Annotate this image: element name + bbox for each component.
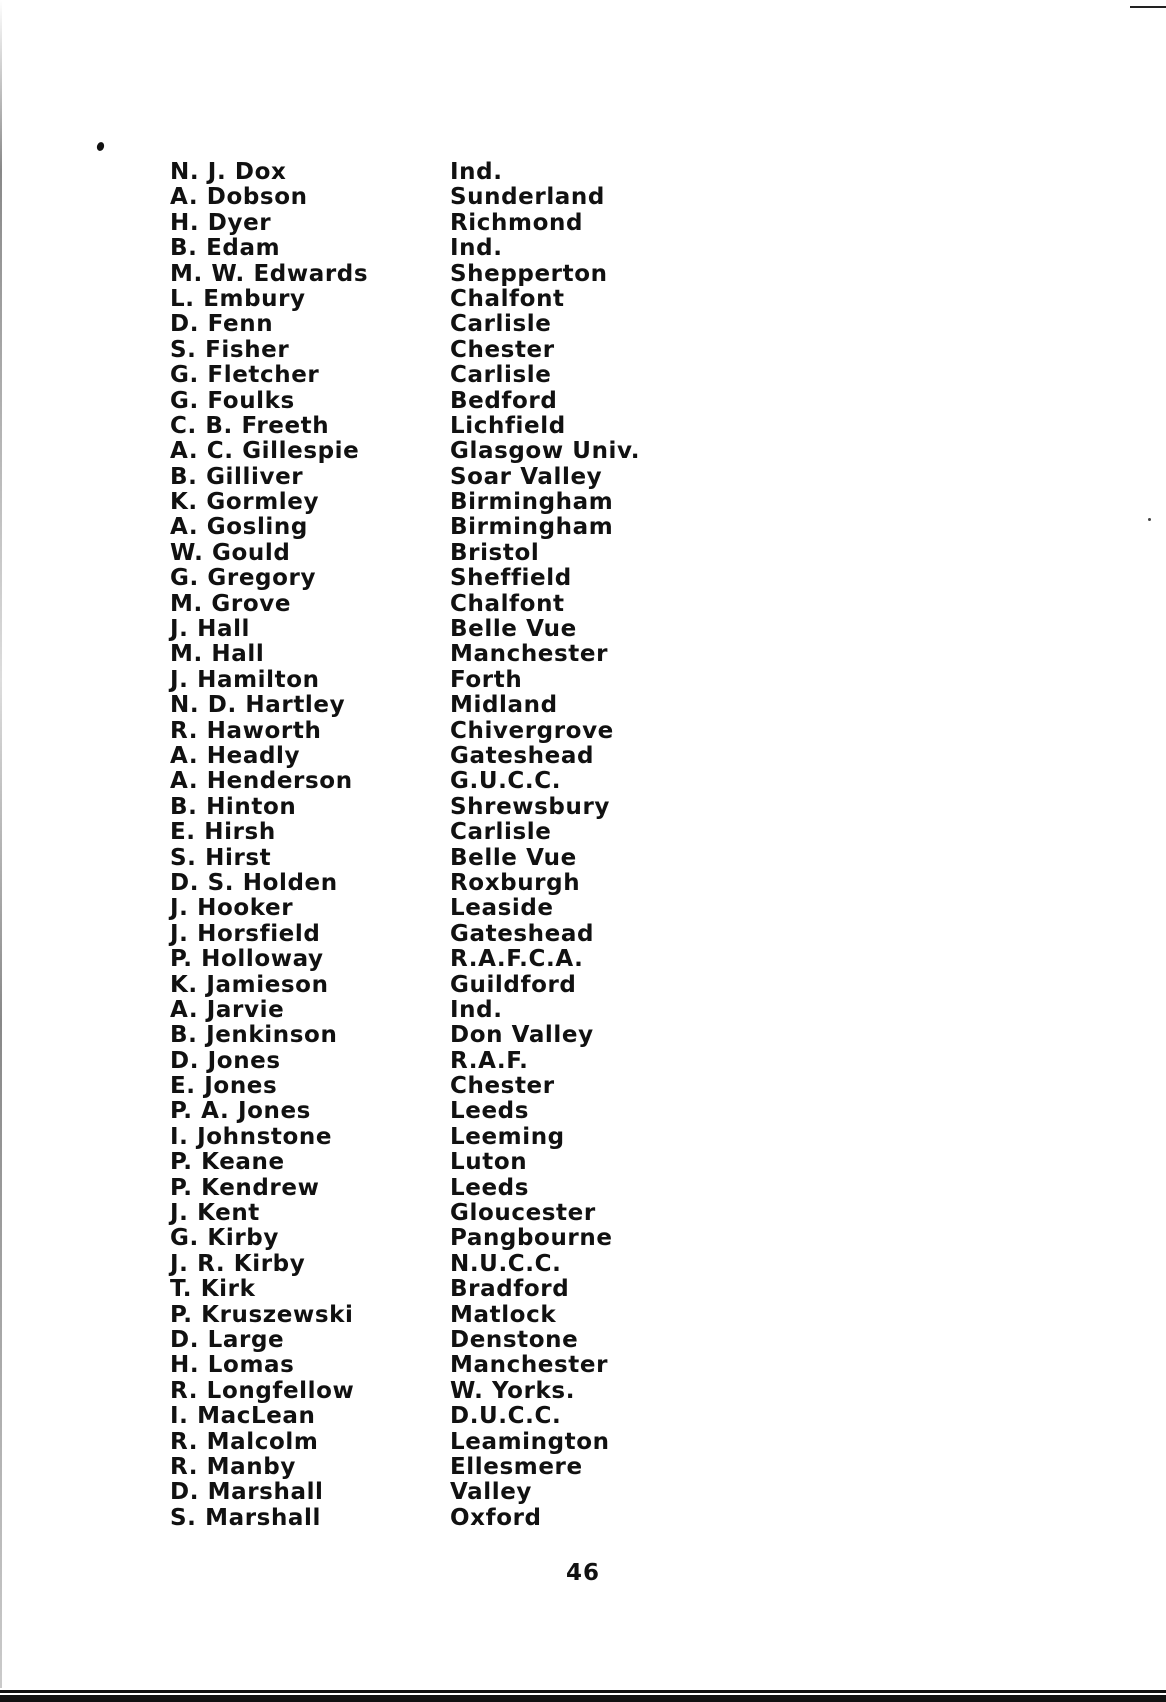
entrant-name: J. Hamilton xyxy=(170,666,320,693)
list-item xyxy=(170,414,690,439)
entrant-name: D. Jones xyxy=(170,1047,281,1074)
entrant-club: Manchester xyxy=(450,1352,609,1379)
entrant-club: Chester xyxy=(450,336,555,363)
entrant-club: Bradford xyxy=(450,1276,570,1303)
list-item xyxy=(170,769,690,794)
entrant-club: Forth xyxy=(450,666,523,693)
scan-edge-top-right xyxy=(1130,6,1166,8)
entrant-club: Manchester xyxy=(450,641,609,668)
entrant-name: A. Jarvie xyxy=(170,996,285,1023)
entrant-name: C. B. Freeth xyxy=(170,412,330,439)
list-item xyxy=(170,998,690,1023)
entrant-name: M. Grove xyxy=(170,590,292,617)
list-item xyxy=(170,1023,690,1048)
list-item xyxy=(170,160,690,185)
entrant-club: Chalfont xyxy=(450,590,565,617)
list-item xyxy=(170,185,690,210)
list-item xyxy=(170,592,690,617)
list-item xyxy=(170,1430,690,1455)
entrant-club: Bedford xyxy=(450,387,558,414)
entrant-club: Leeds xyxy=(450,1174,530,1201)
entrant-club: Shepperton xyxy=(450,260,608,287)
entrant-name: W. Gould xyxy=(170,539,291,566)
entrant-name: P. Keane xyxy=(170,1149,285,1176)
entrant-club: Chester xyxy=(450,1073,555,1100)
entrant-club: Luton xyxy=(450,1149,528,1176)
list-item xyxy=(170,693,690,718)
list-item xyxy=(170,668,690,693)
entrant-name: D. S. Holden xyxy=(170,869,338,896)
entrant-name: J. Kent xyxy=(170,1200,260,1227)
entrant-name: D. Fenn xyxy=(170,311,274,338)
entrant-name: H. Dyer xyxy=(170,209,272,236)
entrant-club: Chivergrove xyxy=(450,717,614,744)
entrant-club: Ind. xyxy=(450,996,503,1023)
list-item xyxy=(170,338,690,363)
entrant-club: Leamington xyxy=(450,1428,610,1455)
entrant-name: M. Hall xyxy=(170,641,265,668)
entrant-name: A. C. Gillespie xyxy=(170,438,360,465)
list-item xyxy=(170,1074,690,1099)
list-item xyxy=(170,439,690,464)
scan-edge-left xyxy=(0,0,2,1702)
list-item xyxy=(170,1201,690,1226)
entrant-name: J. Hooker xyxy=(170,895,294,922)
list-item xyxy=(170,515,690,540)
list-item xyxy=(170,465,690,490)
entrant-name: B. Gilliver xyxy=(170,463,304,490)
entrant-club: Ind. xyxy=(450,235,503,262)
list-item xyxy=(170,490,690,515)
list-item xyxy=(170,1277,690,1302)
entrant-club: Carlisle xyxy=(450,362,552,389)
entrant-club: N.U.C.C. xyxy=(450,1250,562,1277)
list-item xyxy=(170,262,690,287)
entrant-club: W. Yorks. xyxy=(450,1377,576,1404)
entrant-name: S. Marshall xyxy=(170,1504,322,1531)
entrant-club: Glasgow Univ. xyxy=(450,438,641,465)
entrant-club: Ind. xyxy=(450,159,503,185)
entrant-name: K. Gormley xyxy=(170,489,320,516)
entrant-club: Matlock xyxy=(450,1301,557,1328)
ink-mark xyxy=(96,141,106,152)
list-item xyxy=(170,1379,690,1404)
list-item xyxy=(170,1049,690,1074)
list-item xyxy=(170,1328,690,1353)
list-item xyxy=(170,973,690,998)
entrant-club: Leeds xyxy=(450,1098,530,1125)
list-item xyxy=(170,541,690,566)
list-item xyxy=(170,236,690,261)
entrant-name: D. Large xyxy=(170,1326,285,1353)
entrant-name: R. Haworth xyxy=(170,717,322,744)
entrant-name: S. Fisher xyxy=(170,336,290,363)
entrant-club: Guildford xyxy=(450,971,577,998)
page-number: 46 xyxy=(565,1560,600,1586)
entrant-name: P. Kruszewski xyxy=(170,1301,354,1328)
entrant-name: B. Edam xyxy=(170,235,281,262)
list-item xyxy=(170,896,690,921)
scan-edge-bottom xyxy=(0,1688,1166,1702)
list-item xyxy=(170,389,690,414)
entrant-name: P. Kendrew xyxy=(170,1174,320,1201)
list-item xyxy=(170,1455,690,1480)
list-item xyxy=(170,1176,690,1201)
entrant-club: G.U.C.C. xyxy=(450,768,562,795)
list-item xyxy=(170,287,690,312)
list-item xyxy=(170,1404,690,1429)
entrant-name: P. Holloway xyxy=(170,946,324,973)
list-item xyxy=(170,617,690,642)
entrant-name: A. Gosling xyxy=(170,514,308,541)
list-item xyxy=(170,1506,690,1531)
list-item xyxy=(170,947,690,972)
list-item xyxy=(170,719,690,744)
list-item xyxy=(170,1252,690,1277)
list-item xyxy=(170,1099,690,1124)
entrant-club: Sunderland xyxy=(450,184,605,211)
entrant-name: E. Hirsh xyxy=(170,819,276,846)
entrant-name: E. Jones xyxy=(170,1073,278,1100)
list-item xyxy=(170,820,690,845)
list-item xyxy=(170,1125,690,1150)
entrant-club: Don Valley xyxy=(450,1022,594,1049)
entrant-club: Lichfield xyxy=(450,412,566,439)
list-item xyxy=(170,922,690,947)
entrant-name: B. Jenkinson xyxy=(170,1022,338,1049)
entrant-club: Ellesmere xyxy=(450,1453,583,1480)
entrant-name: J. R. Kirby xyxy=(170,1250,306,1277)
entrant-club: Birmingham xyxy=(450,489,614,516)
entrant-name: G. Gregory xyxy=(170,565,317,592)
list-item xyxy=(170,871,690,896)
entrant-name: R. Longfellow xyxy=(170,1377,355,1404)
list-item xyxy=(170,211,690,236)
list-item xyxy=(170,1150,690,1175)
entrant-club: Leeming xyxy=(450,1123,565,1150)
entrant-club: Carlisle xyxy=(450,819,552,846)
entrant-club: R.A.F. xyxy=(450,1047,529,1074)
entrant-club: Roxburgh xyxy=(450,869,581,896)
entrant-name: H. Lomas xyxy=(170,1352,295,1379)
entrant-name: R. Manby xyxy=(170,1453,296,1480)
ink-speck xyxy=(1148,518,1151,521)
entrant-name: K. Jamieson xyxy=(170,971,329,998)
entrant-club: Carlisle xyxy=(450,311,552,338)
entrant-name: L. Embury xyxy=(170,285,306,312)
entrant-club: Birmingham xyxy=(450,514,614,541)
list-item xyxy=(170,1353,690,1378)
entrant-name: G. Fletcher xyxy=(170,362,320,389)
entrant-name: J. Hall xyxy=(170,616,251,643)
list-item xyxy=(170,1226,690,1251)
entrant-club: Pangbourne xyxy=(450,1225,613,1252)
entrant-club: Sheffield xyxy=(450,565,572,592)
entry-list xyxy=(170,160,690,1531)
entrant-name: J. Horsfield xyxy=(170,920,321,947)
entrant-name: R. Malcolm xyxy=(170,1428,319,1455)
entrant-name: G. Foulks xyxy=(170,387,295,414)
list-item xyxy=(170,642,690,667)
entrant-club: Leaside xyxy=(450,895,554,922)
entrant-name: A. Dobson xyxy=(170,184,308,211)
entrant-club: R.A.F.C.A. xyxy=(450,946,584,973)
list-item xyxy=(170,363,690,388)
entrant-name: I. Johnstone xyxy=(170,1123,333,1150)
entrant-name: N. D. Hartley xyxy=(170,692,346,719)
entrant-club: Richmond xyxy=(450,209,584,236)
list-item xyxy=(170,744,690,769)
entrant-club: Belle Vue xyxy=(450,844,577,871)
entrant-name: A. Henderson xyxy=(170,768,353,795)
entrant-name: I. MacLean xyxy=(170,1403,316,1430)
entrant-name: P. A. Jones xyxy=(170,1098,311,1125)
entrant-name: D. Marshall xyxy=(170,1479,324,1506)
entrant-name: G. Kirby xyxy=(170,1225,279,1252)
entrant-club: Valley xyxy=(450,1479,533,1506)
entrant-club: Midland xyxy=(450,692,558,719)
entrant-club: Denstone xyxy=(450,1326,579,1353)
list-item xyxy=(170,566,690,591)
entrant-club: Belle Vue xyxy=(450,616,577,643)
list-item xyxy=(170,795,690,820)
entrant-club: Gloucester xyxy=(450,1200,596,1227)
entrant-club: Oxford xyxy=(450,1504,542,1531)
entrant-name: N. J. Dox xyxy=(170,159,287,185)
entrant-club: Soar Valley xyxy=(450,463,603,490)
entrant-name: A. Headly xyxy=(170,742,301,769)
entrant-club: Gateshead xyxy=(450,920,595,947)
list-item xyxy=(170,1303,690,1328)
entrant-name: B. Hinton xyxy=(170,793,297,820)
entrant-club: Gateshead xyxy=(450,742,595,769)
entrant-club: D.U.C.C. xyxy=(450,1403,562,1430)
entrant-club: Shrewsbury xyxy=(450,793,610,820)
entrant-club: Bristol xyxy=(450,539,540,566)
entrant-name: M. W. Edwards xyxy=(170,260,369,287)
list-item xyxy=(170,312,690,337)
entrant-club: Chalfont xyxy=(450,285,565,312)
list-item xyxy=(170,846,690,871)
entrant-name: T. Kirk xyxy=(170,1276,256,1303)
entrant-name: S. Hirst xyxy=(170,844,272,871)
list-item xyxy=(170,1480,690,1505)
